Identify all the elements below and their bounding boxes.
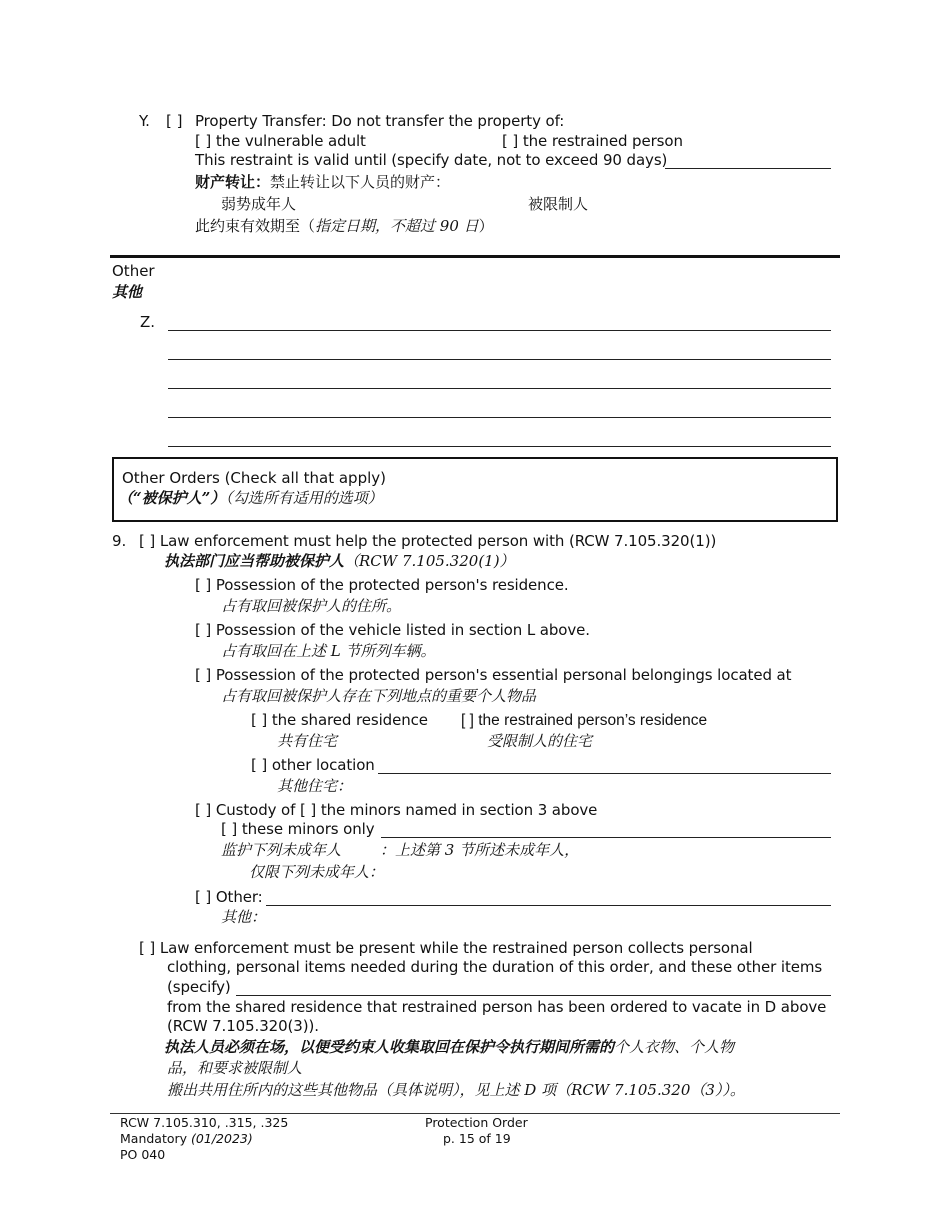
checkbox-restrained-residence[interactable]: [ ] the restrained person’s residence — [461, 712, 708, 729]
presence-zh-1-bold: 执法人员必须在场，以便受约束人收集取回在保护令执行期间所需的 — [164, 1038, 615, 1056]
footer-date: (01/2023) — [191, 1131, 253, 1146]
checkbox-possession-belongings[interactable]: [ ] Possession of the protected person's essential personal belongings located at — [195, 666, 792, 684]
zh-valid-suffix: ） — [478, 217, 494, 235]
other-orders-zh-rest: （勾选所有适用的选项） — [225, 489, 383, 507]
zh-restrained-person: 被限制人 — [528, 195, 589, 213]
zh-vulnerable-adult: 弱势成年人 — [221, 195, 297, 213]
these-minors-field[interactable] — [381, 837, 831, 838]
section-y-checkbox[interactable]: [ ] — [166, 112, 183, 130]
zh-valid-prefix: 此约束有效期至（ — [195, 217, 316, 235]
section-y-zh-title — [195, 173, 450, 192]
section-y-zh-title-bold: 财产转让： — [195, 173, 271, 191]
other-location-zh: 其他住宅： — [277, 777, 353, 795]
valid-until-label: This restraint is valid until (specify date, not to exceed 90 days) — [195, 151, 668, 169]
checkbox-restrained-person[interactable]: [ ] the restrained person — [502, 132, 683, 150]
checkbox-vulnerable-adult[interactable]: [ ] the vulnerable adult — [195, 132, 366, 150]
footer-form-number: PO 040 — [120, 1147, 166, 1162]
checkbox-other[interactable]: [ ] Other: — [195, 888, 263, 906]
other-items-field[interactable] — [236, 995, 831, 996]
footer-mandatory — [120, 1131, 253, 1147]
section-y-zh-title-rest: 禁止转让以下人员的财产： — [270, 173, 451, 191]
checkbox-law-enforcement-present[interactable]: [ ] Law enforcement must be present while the restrained person collects personal — [139, 939, 753, 957]
footer-divider — [110, 1113, 840, 1114]
other-orders-title: Other Orders (Check all that apply) — [122, 469, 386, 487]
other-field[interactable] — [266, 905, 831, 906]
item-9-checkbox-title[interactable]: [ ] Law enforcement must help the protected person with (RCW 7.105.320(1)) — [139, 532, 717, 550]
checkbox-shared-residence[interactable]: [ ] the shared residence — [251, 711, 428, 729]
footer-doc-title: Protection Order — [425, 1115, 528, 1130]
checkbox-possession-vehicle[interactable]: [ ] Possession of the vehicle listed in section L above. — [195, 621, 590, 639]
custody-zh-b: ：上述第 3 节所述未成年人， — [380, 841, 580, 859]
section-z-line-3[interactable] — [168, 388, 831, 389]
shared-residence-zh: 共有住宅 — [277, 732, 338, 750]
checkbox-custody[interactable]: [ ] Custody of [ ] the minors named in section 3 above — [195, 801, 598, 819]
presence-line-4: from the shared residence that restrained person has been ordered to vacate in D above — [167, 998, 827, 1016]
section-z-line-2[interactable] — [168, 359, 831, 360]
footer-page-number: p. 15 of 19 — [443, 1131, 511, 1146]
possession-residence-zh: 占有取回被保护人的住所。 — [221, 597, 402, 615]
checkbox-possession-residence[interactable]: [ ] Possession of the protected person's residence. — [195, 576, 569, 594]
zh-valid-italic: 指定日期，不超过 90 日 — [315, 217, 479, 235]
presence-zh-1-rest: 个人衣物、个人物 — [614, 1038, 735, 1056]
presence-zh-1 — [164, 1038, 734, 1057]
item-9-zh-title — [164, 552, 515, 571]
presence-zh-3: 搬出共用住所内的这些其他物品（具体说明），见上述 D 项（RCW 7.105.320（3））。 — [167, 1081, 745, 1099]
other-orders-title-zh — [118, 489, 383, 508]
section-y-title: Property Transfer: Do not transfer the property of: — [195, 112, 565, 130]
section-y-letter: Y. — [139, 112, 150, 130]
other-heading-zh: 其他 — [112, 283, 143, 301]
other-zh: 其他： — [221, 908, 267, 926]
footer-rcw: RCW 7.105.310, .315, .325 — [120, 1115, 289, 1130]
possession-belongings-zh: 占有取回被保护人存在下列地点的重要个人物品 — [221, 687, 537, 705]
presence-zh-2: 品，和要求被限制人 — [167, 1059, 303, 1077]
other-heading: Other — [112, 262, 155, 280]
zh-valid-until — [195, 217, 494, 236]
section-z-line-4[interactable] — [168, 417, 831, 418]
possession-vehicle-zh: 占有取回在上述 L 节所列车辆。 — [221, 642, 436, 660]
section-divider — [110, 255, 840, 258]
section-z-line-1[interactable] — [168, 330, 831, 331]
checkbox-these-minors[interactable]: [ ] these minors only — [221, 820, 375, 838]
item-9-zh-title-bold: 执法部门应当帮助被保护人 — [164, 552, 345, 570]
minors-only-zh: 仅限下列未成年人： — [249, 863, 385, 881]
footer-mandatory-label: Mandatory — [120, 1131, 188, 1146]
custody-zh-a: 监护下列未成年人 — [221, 841, 342, 859]
presence-line-5: (RCW 7.105.320(3)). — [167, 1017, 319, 1035]
presence-line-3: (specify) — [167, 978, 231, 996]
presence-line-2: clothing, personal items needed during the duration of this order, and these other items — [167, 958, 823, 976]
valid-until-date-field[interactable] — [665, 168, 831, 169]
checkbox-other-location[interactable]: [ ] other location — [251, 756, 375, 774]
item-9-zh-title-rest: （RCW 7.105.320(1)） — [344, 552, 515, 570]
other-orders-zh-bold: （“被保护人”） — [118, 489, 226, 507]
item-9-number: 9. — [112, 532, 127, 550]
restrained-residence-zh: 受限制人的住宅 — [487, 732, 593, 750]
section-z-letter: Z. — [140, 313, 156, 331]
section-z-line-5[interactable] — [168, 446, 831, 447]
other-location-field[interactable] — [378, 773, 831, 774]
